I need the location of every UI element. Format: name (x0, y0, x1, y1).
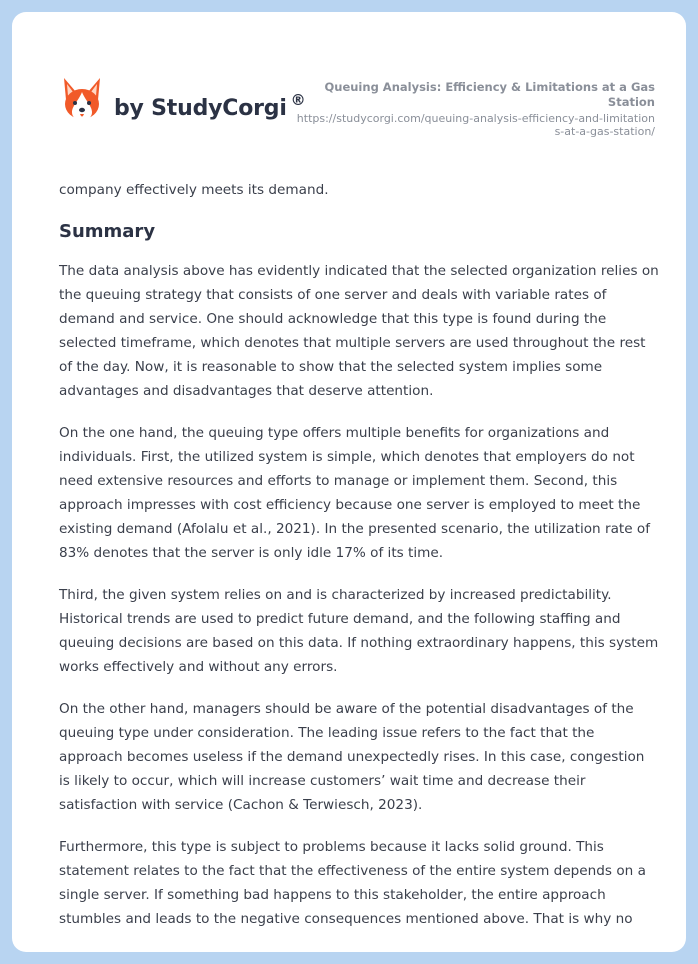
section-heading-summary: Summary (59, 221, 156, 242)
document-page (12, 12, 686, 952)
brand-text: by StudyCorgi (114, 96, 287, 121)
document-url[interactable]: https://studycorgi.com/queuing-analysis-efficiency-and-limitations-at-a-gas-station/ (296, 112, 655, 138)
body-paragraph: Furthermore, this type is subject to problems because it lacks solid ground. This statement relates to the fact that the effectiveness of the entire system depends on a single server. If something bad happens to this stakeholder, the entire approach stumbles and leads to the negative consequences mentioned above. That is why no (59, 839, 646, 927)
registered-mark: ® (290, 91, 306, 109)
document-header-meta (295, 80, 655, 138)
body-paragraph: Third, the given system relies on and is characterized by increased predictability. Historical trends are used to predict future demand, and the following staffing and queuing decisions are based on this data. If nothing extraordinary happens, this system works effectively and without any errors. (59, 587, 659, 675)
studycorgi-logo[interactable] (60, 76, 310, 140)
corgi-icon (60, 76, 104, 124)
body-paragraph: The data analysis above has evidently indicated that the selected organization relies on the queuing strategy that consists of one server and deals with variable rates of demand and service. One should acknowledge that this type is found during the selected timeframe, which denotes that multiple servers are used throughout the rest of the day. Now, it is reasonable to show that the selected system implies some advantages and disadvantages that deserve attention. (59, 263, 659, 399)
document-title: Queuing Analysis: Efficiency & Limitations at a Gas Station (324, 80, 655, 109)
body-paragraph: On the one hand, the queuing type offers multiple benefits for organizations and individuals. First, the utilized system is simple, which denotes that employers do not need extensive resources and efforts to manage or implement them. Second, this approach impresses with cost efficiency because one server is employed to meet the existing demand (Afolalu et al., 2021). In the presented scenario, the utilization rate of 83% denotes that the server is only idle 17% of its time. (59, 425, 651, 561)
body-paragraph: On the other hand, managers should be aware of the potential disadvantages of the queuing type under consideration. The leading issue refers to the fact that the approach becomes useless if the demand unexpectedly rises. In this case, congestion is likely to occur, which will increase customers’ wait time and decrease their satisfaction with service (Cachon & Terwiesch, 2023). (59, 701, 645, 813)
lead-paragraph-fragment: company effectively meets its demand. (59, 182, 329, 198)
brand-name (114, 91, 306, 121)
document-body (59, 178, 659, 949)
